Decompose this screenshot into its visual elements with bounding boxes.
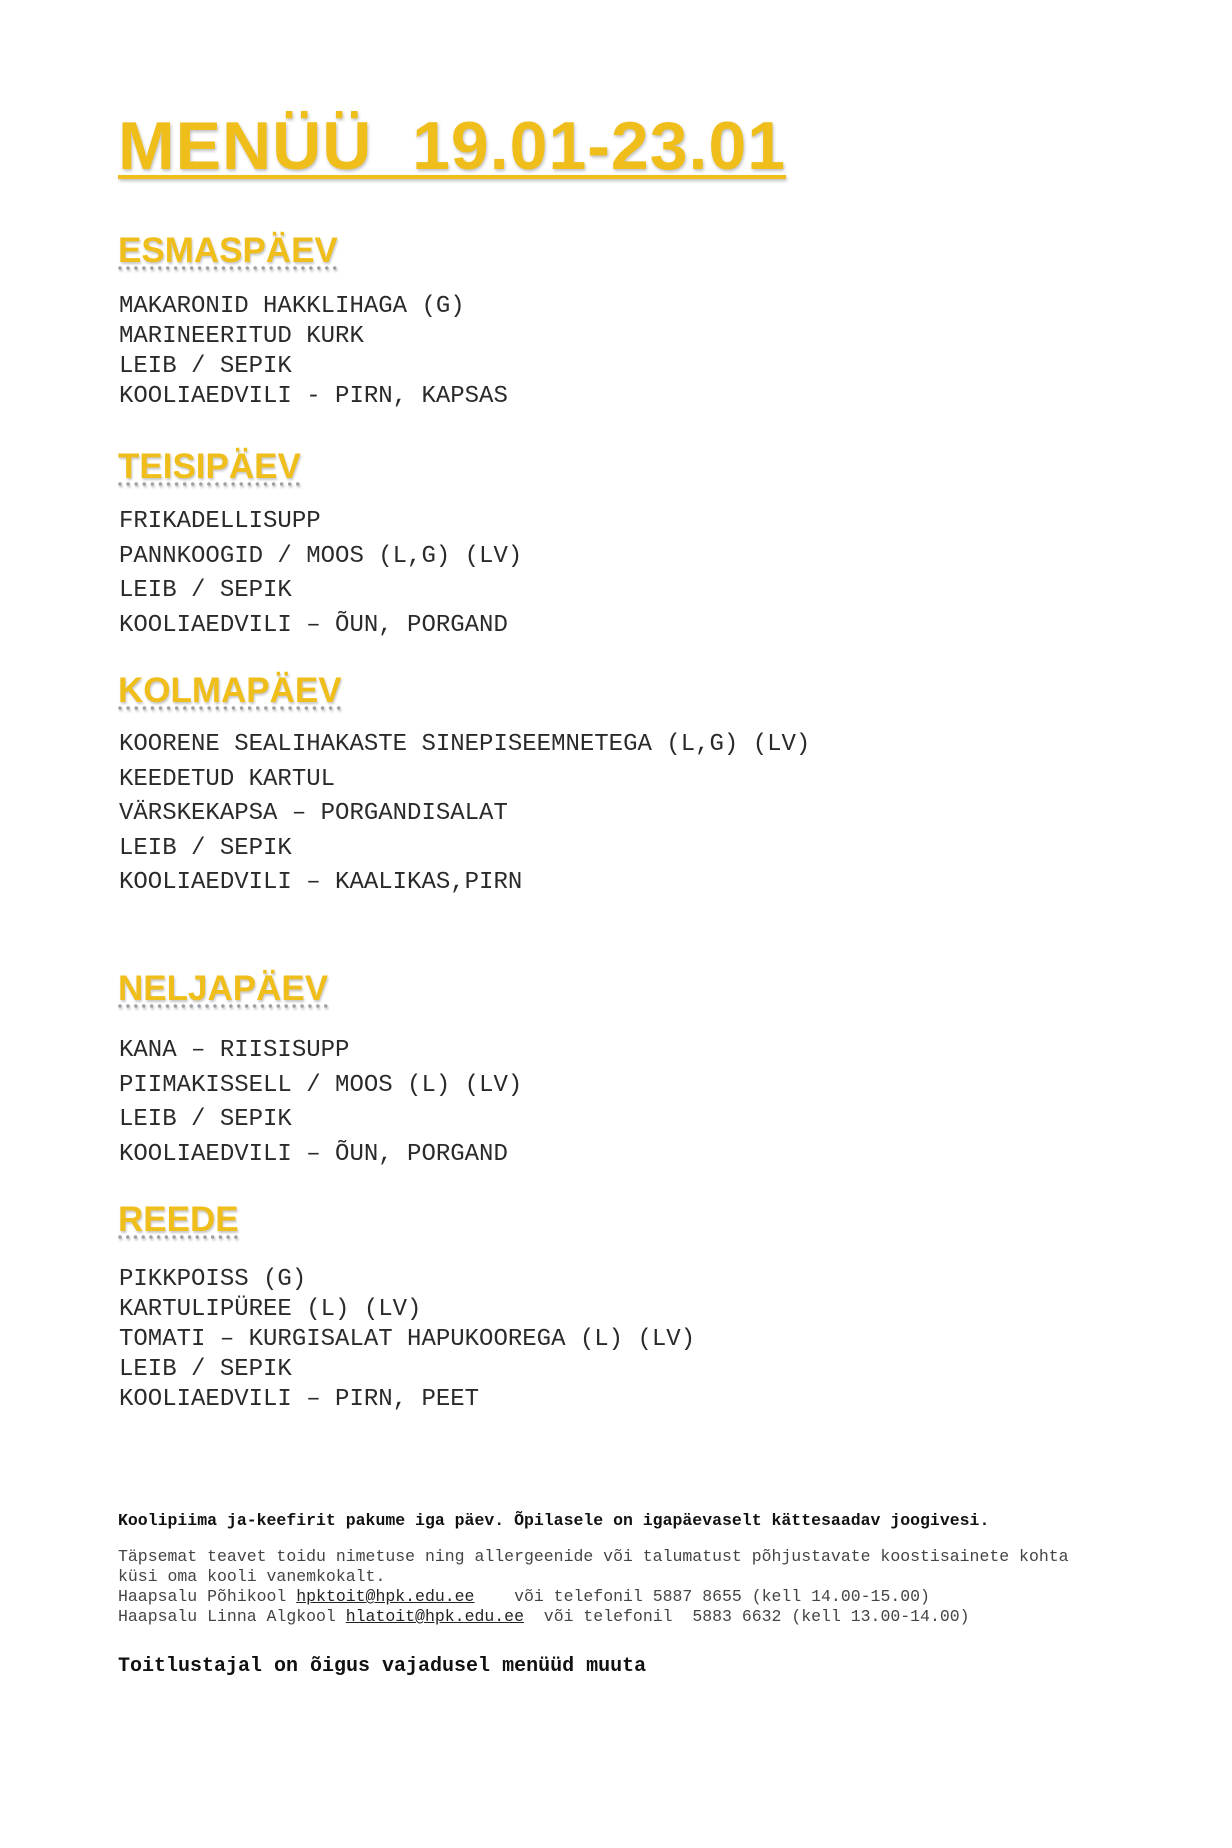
day-heading-friday: REEDE	[118, 1200, 239, 1239]
menu-item: LEIB / SEPIK	[119, 834, 292, 862]
school-name: Haapsalu Põhikool	[118, 1587, 287, 1606]
day-heading-thursday: NELJAPÄEV	[118, 969, 329, 1008]
day-heading-monday: ESMASPÄEV	[118, 231, 338, 270]
day-heading-wednesday: KOLMAPÄEV	[118, 671, 342, 710]
phone-info: või telefonil 5883 6632 (kell 13.00-14.00)	[543, 1607, 970, 1626]
email-link-hlatoit[interactable]: hlatoit@hpk.edu.ee	[345, 1607, 524, 1626]
contact-line-pohikool	[118, 1587, 930, 1607]
allergen-info-line1: Täpsemat teavet toidu nimetuse ning allergeenide või talumatust põhjustavate koostisainete kohta	[118, 1547, 1069, 1566]
milk-water-note: Koolipiima ja-keefirit pakume iga päev. Õpilasele on igapäevaselt kättesaadav joogivesi.	[118, 1511, 990, 1530]
menu-item: KANA – RIISISUPP	[119, 1037, 350, 1064]
wednesday-menu-list	[119, 728, 810, 901]
menu-item: PANNKOOGID / MOOS (L,G) (LV)	[119, 542, 523, 570]
menu-item: KOOLIAEDVILI – KAALIKAS,PIRN	[119, 869, 523, 896]
tuesday-menu-list	[119, 505, 522, 643]
page-title: MENÜÜ 19.01-23.01	[118, 108, 787, 184]
menu-item: KOORENE SEALIHAKASTE SINEPISEEMNETEGA (L,G) (LV)	[119, 731, 811, 758]
menu-item: FRIKADELLISUPP	[119, 508, 321, 535]
menu-item: KOOLIAEDVILI – ÕUN, PORGAND	[119, 611, 508, 639]
menu-item: LEIB / SEPIK	[119, 1106, 292, 1133]
friday-menu-list	[119, 1265, 695, 1415]
day-heading-tuesday: TEISIPÄEV	[118, 447, 301, 486]
menu-item: KOOLIAEDVILI – ÕUN, PORGAND	[119, 1140, 508, 1168]
menu-item: LEIB / SEPIK	[119, 1356, 292, 1383]
phone-info: või telefonil 5887 8655 (kell 14.00-15.00)	[514, 1587, 930, 1606]
menu-change-disclaimer: Toitlustajal on õigus vajadusel menüüd muuta	[118, 1655, 647, 1678]
menu-item: PIKKPOISS (G)	[119, 1266, 307, 1293]
menu-item: KOOLIAEDVILI - PIRN, KAPSAS	[119, 383, 508, 410]
menu-item: LEIB / SEPIK	[119, 353, 292, 380]
menu-item: VÄRSKEKAPSA – PORGANDISALAT	[119, 800, 508, 827]
menu-item: MAKARONID HAKKLIHAGA (G)	[119, 293, 465, 320]
allergen-info-line2: küsi oma kooli vanemkokalt.	[118, 1567, 386, 1586]
menu-item: KEEDETUD KARTUL	[119, 765, 336, 793]
email-link-hpktoit[interactable]: hpktoit@hpk.edu.ee	[296, 1587, 475, 1606]
menu-item: LEIB / SEPIK	[119, 577, 292, 604]
menu-item: PIIMAKISSELL / MOOS (L) (LV)	[119, 1071, 523, 1099]
menu-item: MARINEERITUD KURK	[119, 323, 364, 350]
monday-menu-list	[119, 292, 508, 412]
school-name: Haapsalu Linna Algkool	[118, 1607, 336, 1626]
contact-line-algkool	[118, 1607, 970, 1627]
thursday-menu-list	[119, 1034, 522, 1172]
menu-item: KOOLIAEDVILI – PIRN, PEET	[119, 1386, 480, 1413]
menu-item: TOMATI – KURGISALAT HAPUKOOREGA (L) (LV)	[119, 1326, 696, 1353]
menu-item: KARTULIPÜREE (L) (LV)	[119, 1296, 422, 1323]
